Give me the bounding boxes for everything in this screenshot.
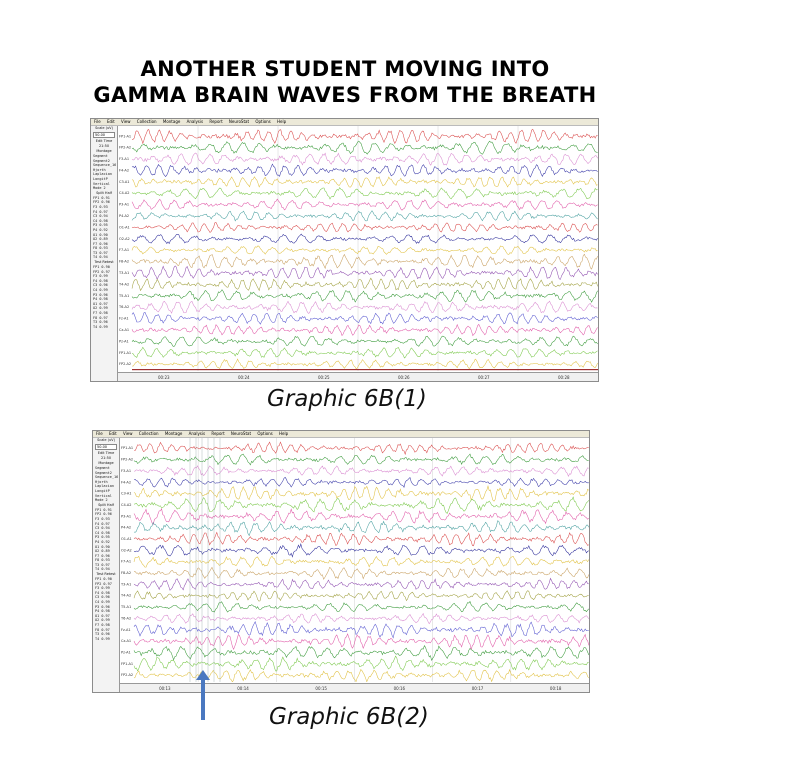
menu-bar	[93, 431, 589, 438]
test-retest-row: T3 0.96	[95, 632, 110, 637]
montage-item[interactable]: Segment2	[93, 158, 110, 163]
channel-label: FP2-A2	[119, 362, 132, 367]
eeg-trace	[132, 211, 598, 221]
time-axis	[120, 683, 589, 692]
split-half-row: T4 0.94	[95, 567, 110, 572]
test-retest-row: F7 0.98	[93, 311, 108, 315]
channel-label: T5-A1	[119, 293, 130, 298]
split-half-label: Split Half	[96, 190, 112, 195]
eeg-trace	[134, 477, 589, 487]
test-retest-row: T4 0.99	[93, 324, 108, 329]
test-retest-row: O2 0.99	[95, 618, 110, 623]
eeg-trace	[134, 656, 589, 671]
channel-label: Cz-A1	[119, 327, 130, 332]
eeg-trace	[132, 199, 598, 210]
test-retest-row: F7 0.98	[95, 623, 110, 627]
channel-label: T6-A2	[119, 305, 130, 310]
channel-label: F3-A1	[119, 157, 130, 162]
eeg-trace	[132, 246, 598, 255]
channel-label: O2-A2	[121, 548, 132, 553]
split-half-row: P3 0.95	[93, 223, 108, 228]
montage-item[interactable]: Mode 2	[93, 186, 106, 191]
channel-label: F8-A2	[121, 571, 132, 576]
eeg-trace	[132, 223, 598, 233]
menu-help[interactable]: Help	[277, 119, 287, 124]
menu-options[interactable]: Options	[257, 431, 273, 436]
test-retest-row: P4 0.98	[93, 297, 108, 302]
channel-label: F7-A1	[119, 248, 130, 253]
menu-report[interactable]: Report	[211, 431, 225, 436]
menu-report[interactable]: Report	[209, 119, 223, 124]
time-tick-label: 00:23	[158, 375, 170, 380]
split-half-label: Split Half	[98, 502, 114, 507]
channel-label: P4-A2	[119, 214, 130, 219]
test-retest-label: Test Retest	[94, 260, 114, 265]
time-tick-label: 00:13	[159, 686, 171, 691]
eeg-traces-svg	[120, 438, 589, 682]
test-retest-row: C3 0.96	[95, 595, 110, 600]
eeg-trace	[132, 266, 598, 280]
channel-label: Pz-A1	[121, 650, 131, 655]
eeg-trace	[132, 164, 598, 177]
split-half-row: O1 0.90	[93, 232, 108, 237]
eeg-trace	[132, 254, 598, 269]
headline-line-2: GAMMA BRAIN WAVES FROM THE BREATH	[93, 83, 597, 107]
split-half-row: F3 0.93	[93, 204, 108, 209]
eeg-trace	[134, 497, 589, 513]
menu-help[interactable]: Help	[279, 431, 289, 436]
split-half-row: C4 0.98	[93, 218, 108, 223]
channel-label: O2-A2	[119, 236, 130, 241]
eeg-trace	[132, 336, 598, 346]
test-retest-row: P4 0.98	[95, 609, 110, 614]
menu-edit[interactable]: Edit	[106, 119, 115, 124]
channel-label: FP1-A1	[121, 661, 134, 666]
eeg-trace	[132, 301, 598, 313]
channel-label: P3-A1	[121, 514, 132, 519]
eeg-trace	[134, 544, 589, 557]
split-half-row: F7 0.96	[95, 553, 110, 558]
channel-label: T3-A1	[121, 582, 132, 587]
channel-label: FP1-A1	[119, 134, 132, 139]
channel-label: Fz-A1	[119, 316, 129, 321]
montage-item[interactable]: Mode 2	[95, 498, 108, 503]
split-half-row: FP1 0.91	[93, 195, 110, 200]
eeg-trace	[134, 578, 589, 590]
eeg-trace	[134, 466, 589, 476]
control-panel	[91, 126, 118, 381]
scale-input[interactable]: 50.00	[95, 444, 117, 450]
eeg-trace	[132, 177, 598, 187]
split-half-row: C3 0.94	[95, 526, 110, 531]
split-half-row: F4 0.97	[93, 209, 108, 214]
channel-label: FP2-A2	[121, 457, 134, 462]
channel-label: F4-A2	[121, 480, 132, 485]
split-half-row: O2 0.89	[95, 549, 110, 554]
caption-graphic-6b-2: Graphic 6B(2)	[269, 704, 429, 730]
split-half-row: F8 0.93	[93, 246, 108, 251]
test-retest-row: F8 0.97	[95, 627, 110, 632]
time-tick-label: 00:15	[315, 686, 327, 691]
montage-item[interactable]: Segment	[93, 154, 108, 158]
eeg-screenshot-2	[92, 430, 590, 693]
channel-label: Fz-A1	[121, 627, 131, 632]
split-half-row: FP1 0.91	[95, 507, 112, 512]
split-half-list	[91, 196, 117, 260]
eeg-trace	[132, 347, 598, 358]
edit-time-value: 21:50	[100, 456, 112, 460]
test-retest-row: C4 0.99	[95, 600, 110, 605]
channel-label: T3-A1	[119, 271, 130, 275]
test-retest-row: O1 0.97	[93, 301, 108, 306]
menu-neurostat[interactable]: NeuroStat	[230, 431, 252, 436]
time-tick-label: 00:25	[318, 375, 330, 380]
edit-time-value: 21:50	[98, 144, 110, 148]
scale-label: Scale (uV)	[95, 126, 113, 130]
menu-collection[interactable]: Collection	[136, 119, 157, 124]
eeg-trace	[134, 486, 589, 501]
selection-bar	[132, 369, 598, 370]
menu-view[interactable]: View	[121, 119, 131, 124]
montage-item[interactable]: Sequence_16	[93, 163, 117, 168]
split-half-row: F3 0.93	[95, 516, 110, 521]
eeg-trace	[132, 290, 598, 303]
channel-label: F7-A1	[121, 559, 132, 564]
montage-item[interactable]: Segment	[95, 466, 110, 470]
eeg-trace-area[interactable]	[120, 438, 589, 683]
eeg-trace	[134, 614, 589, 624]
montage-list[interactable]	[91, 154, 117, 191]
test-retest-row: FP2 0.97	[93, 269, 110, 274]
montage-item[interactable]: Hjorth	[93, 167, 106, 172]
menu-collection[interactable]: Collection	[138, 431, 159, 436]
up-arrow-marker	[196, 670, 210, 720]
test-retest-row: F4 0.98	[93, 278, 108, 283]
time-tick-label: 00:14	[237, 686, 249, 691]
eeg-trace	[134, 509, 589, 525]
eeg-trace	[134, 556, 589, 567]
split-half-row: O1 0.90	[95, 544, 110, 549]
eeg-screenshot-1	[90, 118, 599, 382]
split-half-row: FP2 0.96	[93, 200, 110, 205]
test-retest-row: C3 0.96	[93, 283, 108, 288]
montage-item[interactable]: Vertical	[93, 181, 110, 186]
test-retest-row: FP1 0.90	[93, 265, 110, 270]
channel-label: FP2-A2	[119, 145, 132, 150]
eeg-trace	[134, 634, 589, 650]
eeg-trace	[132, 324, 598, 335]
menu-analysis[interactable]: Analysis	[188, 431, 206, 436]
eeg-trace	[134, 532, 589, 545]
montage-item[interactable]: LongitP	[93, 176, 108, 181]
eeg-trace	[134, 521, 589, 536]
menu-file[interactable]: File	[96, 431, 103, 436]
eeg-trace	[132, 234, 598, 244]
montage-item[interactable]: Vertical	[95, 493, 112, 498]
channel-label: T6-A2	[121, 616, 132, 621]
channel-label: FP1-A1	[119, 350, 132, 355]
montage-item[interactable]: Segment2	[95, 470, 112, 475]
headline-line-1: ANOTHER STUDENT MOVING INTO	[140, 57, 550, 81]
eeg-trace	[134, 622, 589, 638]
split-half-row: P4 0.92	[93, 227, 108, 232]
channel-label: O1-A1	[121, 537, 132, 542]
eeg-trace	[134, 567, 589, 579]
eeg-trace	[132, 129, 598, 143]
eeg-trace	[134, 454, 589, 465]
test-retest-row: F4 0.98	[95, 590, 110, 595]
split-half-list	[93, 508, 119, 572]
test-retest-row: C4 0.99	[93, 288, 108, 293]
control-panel	[93, 438, 120, 692]
time-tick-label: 00:28	[558, 375, 570, 380]
eeg-trace	[134, 591, 589, 601]
menu-analysis[interactable]: Analysis	[186, 119, 204, 124]
split-half-row: FP2 0.96	[95, 512, 112, 517]
montage-list[interactable]	[93, 466, 119, 503]
test-retest-row: T3 0.96	[93, 320, 108, 325]
channel-label: FP1-A1	[121, 446, 134, 451]
montage-label: Montage	[96, 149, 112, 153]
montage-label: Montage	[98, 461, 114, 465]
channel-label: C3-A1	[119, 179, 130, 184]
channel-label: F8-A2	[119, 259, 130, 264]
eeg-trace	[132, 359, 598, 369]
test-retest-row: P3 0.96	[95, 604, 110, 609]
split-half-row: F7 0.96	[93, 241, 108, 246]
split-half-row: T3 0.97	[93, 250, 108, 255]
time-tick-label: 00:27	[478, 375, 490, 380]
test-retest-row: P3 0.96	[93, 292, 108, 297]
menu-file[interactable]: File	[94, 119, 101, 124]
test-retest-row: FP2 0.97	[95, 581, 112, 586]
menu-neurostat[interactable]: NeuroStat	[228, 119, 250, 124]
caption-graphic-6b-1: Graphic 6B(1)	[267, 386, 427, 412]
menu-view[interactable]: View	[123, 431, 133, 436]
menu-bar	[91, 119, 598, 126]
eeg-trace	[134, 602, 589, 613]
eeg-trace	[134, 646, 589, 661]
eeg-trace	[132, 188, 598, 199]
time-tick-label: 00:18	[549, 686, 562, 691]
test-retest-row: F3 0.99	[93, 274, 108, 279]
test-retest-list	[91, 265, 117, 329]
eeg-trace-area[interactable]	[118, 126, 598, 372]
montage-item[interactable]: LongitP	[95, 488, 110, 493]
eeg-trace	[132, 141, 598, 154]
time-tick-label: 00:24	[238, 375, 250, 380]
montage-item[interactable]: Laplacian	[95, 484, 114, 489]
test-retest-label: Test Retest	[96, 572, 116, 577]
menu-options[interactable]: Options	[255, 119, 271, 124]
time-tick-label: 00:17	[471, 686, 484, 691]
split-half-row: F4 0.97	[95, 521, 110, 526]
channel-label: C4-A2	[119, 191, 130, 196]
split-half-row: P4 0.92	[95, 539, 110, 544]
menu-edit[interactable]: Edit	[108, 431, 117, 436]
channel-label: Cz-A1	[121, 639, 132, 644]
time-tick-label: 00:26	[398, 375, 410, 380]
split-half-row: C3 0.94	[93, 214, 108, 219]
time-tick-label: 00:16	[393, 686, 406, 691]
channel-label: F4-A2	[119, 168, 130, 173]
split-half-row: F8 0.93	[95, 558, 110, 563]
channel-label: P4-A2	[121, 525, 132, 530]
time-axis	[118, 372, 598, 381]
split-half-row: T3 0.97	[95, 562, 110, 567]
eeg-trace	[134, 442, 589, 454]
test-retest-row: O2 0.99	[93, 306, 108, 311]
test-retest-row: FP1 0.90	[95, 577, 112, 582]
scale-input[interactable]: 50.00	[93, 132, 115, 138]
eeg-trace	[132, 278, 598, 291]
eeg-trace	[132, 313, 598, 325]
channel-label: T4-A2	[119, 282, 130, 287]
montage-item[interactable]: Sequence_16	[95, 475, 119, 480]
edit-time-label: Edit Time	[95, 139, 113, 143]
split-half-row: T4 0.94	[93, 255, 108, 260]
split-half-row: O2 0.89	[93, 237, 108, 242]
split-half-row: C4 0.98	[95, 530, 110, 535]
edit-time-label: Edit Time	[97, 451, 115, 455]
channel-label: C4-A2	[121, 502, 132, 507]
channel-label: F3-A1	[121, 468, 132, 473]
test-retest-row: F8 0.97	[93, 315, 108, 320]
montage-item[interactable]: Laplacian	[93, 172, 112, 177]
test-retest-row: T4 0.99	[95, 636, 110, 641]
menu-montage[interactable]: Montage	[162, 119, 181, 124]
test-retest-list	[93, 577, 119, 641]
split-half-row: P3 0.95	[95, 535, 110, 540]
channel-label: C3-A1	[121, 491, 132, 496]
channel-label: FP2-A2	[121, 673, 134, 678]
test-retest-row: F3 0.99	[95, 586, 110, 591]
channel-label: T4-A2	[121, 593, 132, 598]
eeg-traces-svg	[118, 126, 598, 371]
montage-item[interactable]: Hjorth	[95, 479, 108, 484]
test-retest-row: O1 0.97	[95, 613, 110, 618]
channel-label: T5-A1	[121, 605, 132, 610]
menu-montage[interactable]: Montage	[164, 431, 183, 436]
channel-label: O1-A1	[119, 225, 130, 230]
eeg-trace	[132, 153, 598, 165]
channel-label: P3-A1	[119, 202, 130, 207]
scale-label: Scale (uV)	[97, 438, 115, 442]
channel-label: Pz-A1	[119, 339, 129, 344]
